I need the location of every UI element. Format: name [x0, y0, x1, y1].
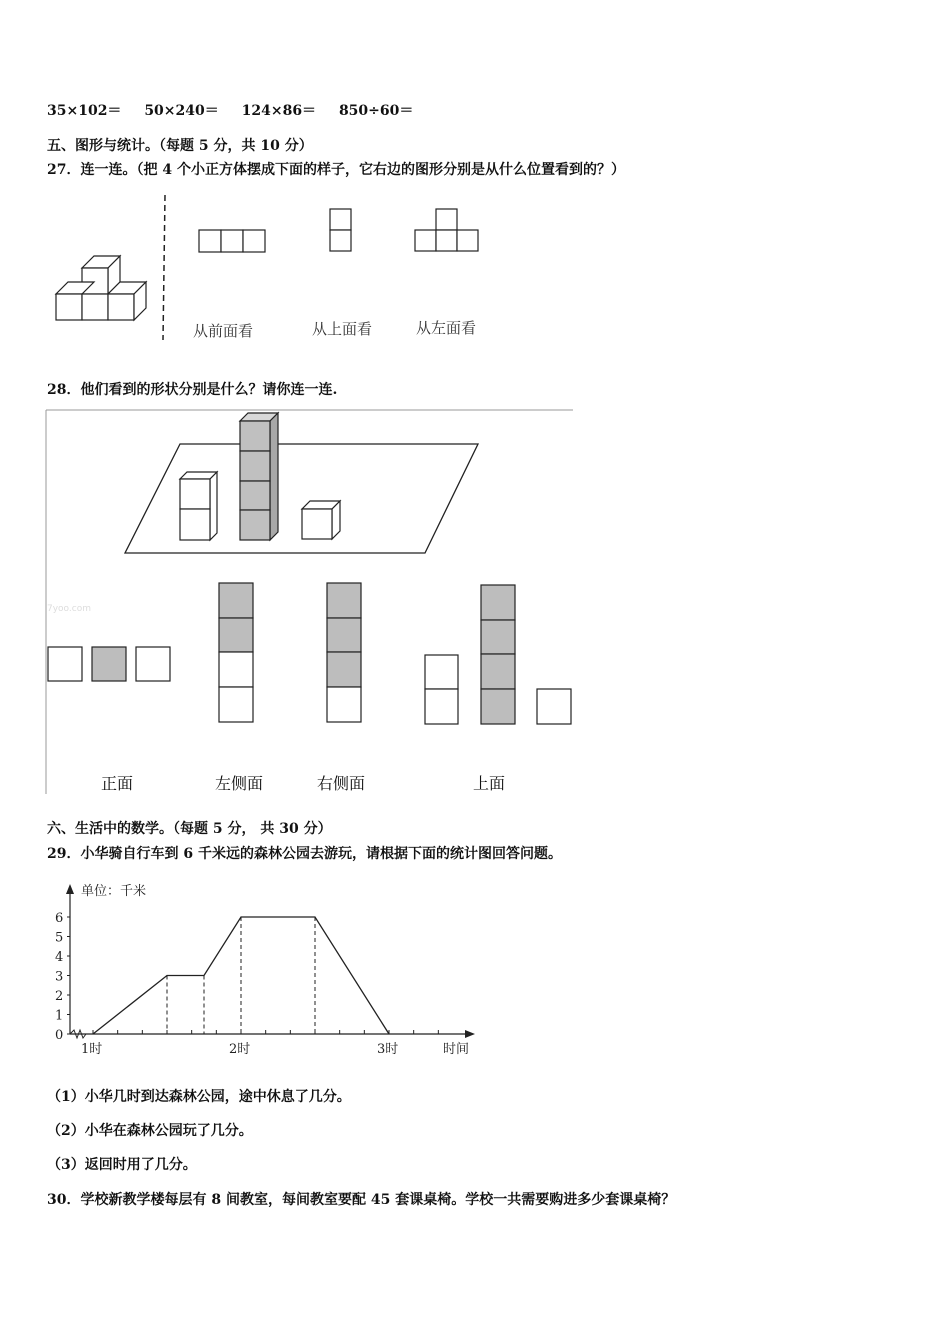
y-axis-arrow: [66, 884, 74, 894]
q28-figure: [45, 409, 575, 799]
arith-item-4: 850÷60＝: [338, 103, 414, 119]
x-axis-arrow: [465, 1030, 475, 1038]
q29-text: 29．小华骑自行车到 6 千米远的森林公园去游玩，请根据下面的统计图回答问题。: [47, 846, 562, 862]
q29-sub1: （1）小华几时到达森林公园，途中休息了几分。: [47, 1089, 351, 1105]
option-left-side: [219, 583, 253, 722]
x-tick-label: 3时: [377, 1042, 399, 1057]
y-tick-label: 6: [55, 911, 64, 926]
y-tick-label: 1: [55, 1008, 64, 1024]
front-view-shape: [199, 230, 265, 252]
arith-item-2: 50×240＝: [144, 103, 219, 119]
view-label-top: 从上面看: [312, 320, 373, 338]
watermark: 7yoo.com: [47, 604, 91, 614]
distance-time-chart: [45, 876, 495, 1066]
y-tick-label: 0: [55, 1028, 64, 1043]
y-tick-label: 5: [55, 930, 64, 946]
q27-text: 27．连一连。（把 4 个小正方体摆成下面的样子，它右边的图形分别是从什么位置看到的？）: [47, 162, 625, 178]
y-tick-label: 2: [55, 989, 64, 1004]
label-front: 正面: [101, 774, 134, 793]
dashed-divider: [163, 195, 165, 340]
small-white-cube: [302, 501, 340, 539]
q29-sub2: （2）小华在森林公园玩了几分。: [47, 1123, 253, 1139]
left-view-shape: [415, 209, 478, 251]
view-label-left: 从左面看: [416, 319, 477, 337]
view-label-front: 从前面看: [193, 322, 254, 340]
option-front: [48, 647, 170, 681]
label-right-side: 右侧面: [317, 774, 366, 793]
tall-gray-stack: [240, 413, 278, 540]
left-white-stack: [180, 472, 217, 540]
q30-text: 30．学校新教学楼每层有 8 间教室，每间教室要配 45 套课桌椅。学校一共需要购进多少套课桌椅？: [47, 1192, 676, 1208]
top-view-shape: [330, 209, 351, 251]
x-tick-label: 2时: [229, 1042, 251, 1057]
q28-text: 28．他们看到的形状分别是什么？请你连一连.: [47, 382, 338, 398]
label-top: 上面: [473, 774, 506, 793]
y-tick-label: 4: [55, 950, 64, 965]
q29-sub3: （3）返回时用了几分。: [47, 1157, 197, 1173]
x-tick-label: 1时: [81, 1042, 103, 1057]
chart-x-label: 时间: [443, 1042, 470, 1057]
cube-stack-drawing: [56, 256, 146, 320]
arithmetic-row: [47, 101, 431, 121]
y-tick-label: 3: [55, 969, 64, 985]
label-left-side: 左侧面: [215, 774, 264, 793]
q27-figure: [40, 190, 510, 350]
option-top: [425, 585, 571, 724]
arith-item-1: 35×102＝: [47, 103, 122, 119]
chart-unit-label: 单位：千米: [81, 884, 147, 899]
section5-heading: 五、图形与统计。（每题 5 分，共 10 分）: [47, 138, 313, 154]
section6-heading: 六、生活中的数学。（每题 5 分， 共 30 分）: [47, 821, 332, 837]
option-right-side: [327, 583, 361, 722]
arith-item-3: 124×86＝: [241, 103, 317, 119]
